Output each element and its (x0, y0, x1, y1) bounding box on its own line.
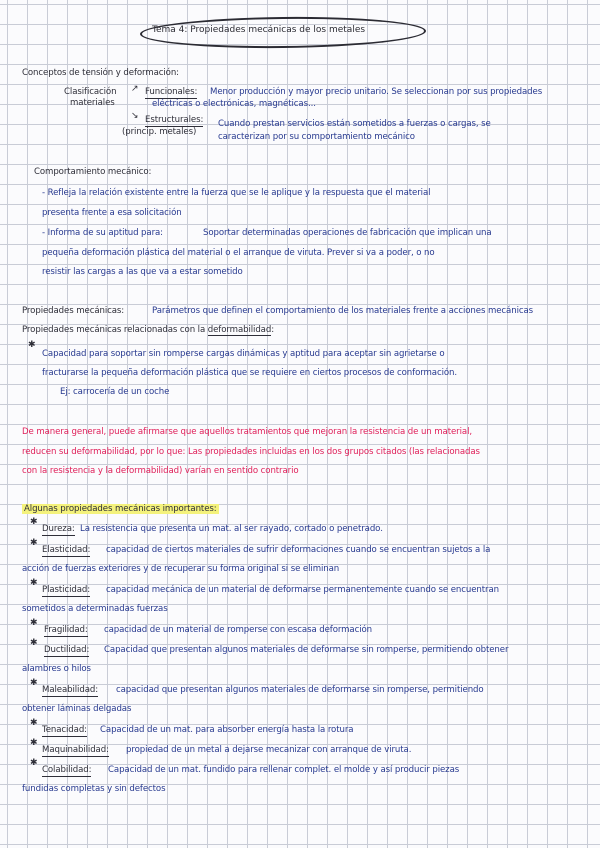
prop-item-label: Fragilidad: (44, 625, 88, 635)
classification-label-2: materiales (70, 98, 115, 108)
prop-label: Propiedades mecánicas: (22, 306, 125, 316)
rel-label: Propiedades mecánicas relacionadas con la deformabilidad: (22, 325, 275, 335)
estructurales-sub: (princip. metales) (122, 127, 197, 137)
prop-item-text: Capacidad de un mat. fundido para rellenar complet. el molde y así producir piezas (108, 765, 460, 775)
prop-item-text-2: acción de fuerzas exteriores y de recuperar su forma original si se eliminan (22, 564, 340, 574)
prop-item-text-2: alambres o hilos (22, 664, 91, 674)
prop-item-text-2: fundidas completas y sin defectos (22, 784, 166, 794)
section3-example: Ej: carrocería de un coche (60, 387, 170, 397)
prop-item-text-2: sometidos a determinadas fuerzas (22, 604, 168, 614)
section2-heading: Comportamiento mecánico: (34, 167, 152, 177)
funcionales-label: Funcionales: (145, 87, 198, 97)
prop-item-text: capacidad de un material de romperse con escasa deformación (104, 625, 373, 635)
prop-item-label: Plasticidad: (42, 585, 91, 595)
asterisk-icon: ✱ (30, 718, 38, 728)
funcionales-text-1: Menor producción y mayor precio unitario. Se seleccionan por sus propiedades (210, 87, 543, 97)
note-line2: reducen su deformabilidad, por lo que: Las propiedades incluidas en los dos grupos citados (las relacionadas (22, 447, 480, 457)
prop-item-text: capacidad que presentan algunos materiales de deformarse sin romperse, permitiendo (116, 685, 484, 695)
prop-item-label: Colabilidad: (42, 765, 92, 775)
prop-item-label: Maquinabilidad: (42, 745, 109, 755)
asterisk-icon: ✱ (30, 638, 38, 648)
prop-item-text: capacidad mecánica de un material de deformarse permanentemente cuando se encuentran (106, 585, 499, 595)
asterisk-icon: ✱ (30, 758, 38, 768)
section2-line5: resistir las cargas a las que va a estar sometido (42, 267, 243, 277)
arrow-icon: ↗ (131, 84, 139, 94)
note-line3: con la resistencia y la deformabilidad) varían en sentido contrario (22, 466, 299, 476)
asterisk-icon: ✱ (28, 340, 36, 350)
asterisk-icon: ✱ (30, 618, 38, 628)
page-title: Tema 4: Propiedades mecánicas de los metales (152, 25, 366, 35)
section2-line3b: Soportar determinadas operaciones de fabricación que implican una (203, 228, 492, 238)
asterisk-icon: ✱ (30, 517, 38, 527)
asterisk-icon: ✱ (30, 738, 38, 748)
prop-item-label: Maleabilidad: (42, 685, 99, 695)
prop-item-text: La resistencia que presenta un mat. al ser rayado, cortado o penetrado. (80, 524, 383, 534)
section2-line4: pequeña deformación plástica del material o el arranque de viruta. Prever si va a poder, o no (42, 248, 435, 258)
asterisk-icon: ✱ (30, 578, 38, 588)
classification-label-1: Clasificación (64, 87, 117, 97)
prop-item-label: Elasticidad: (42, 545, 91, 555)
prop-item-label: Tenacidad: (42, 725, 87, 735)
section3-bullet-1: Capacidad para soportar sin romperse cargas dinámicas y aptitud para aceptar sin agrietarse o (42, 349, 445, 359)
prop-item-label: Dureza: (42, 524, 75, 534)
estructurales-text-2: caracterizan por su comportamiento mecánico (218, 132, 415, 142)
section2-line3a: - Informa de su aptitud para: (42, 228, 163, 238)
arrow-icon: ↘ (131, 111, 139, 121)
prop-item-text: Capacidad de un mat. para absorber energía hasta la rotura (100, 725, 354, 735)
note-line1: De manera general, puede afirmarse que aquellos tratamientos que mejoran la resistencia de un material, (22, 427, 472, 437)
section2-line1: - Refleja la relación existente entre la fuerza que se le aplique y la respuesta que el material (42, 188, 431, 198)
estructurales-label: Estructurales: (145, 115, 204, 125)
section1-heading: Conceptos de tensión y deformación: (22, 68, 179, 78)
asterisk-icon: ✱ (30, 678, 38, 688)
funcionales-text-2: eléctricas o electrónicas, magnéticas... (152, 99, 316, 109)
section2-line2: presenta frente a esa solicitación (42, 208, 182, 218)
prop-item-text-2: obtener láminas delgadas (22, 704, 132, 714)
section4-heading: Algunas propiedades mecánicas importantes: (24, 504, 217, 514)
estructurales-text-1: Cuando prestan servicios están sometidos a fuerzas o cargas, se (218, 119, 491, 129)
prop-item-text: propiedad de un metal a dejarse mecanizar con arranque de viruta. (126, 745, 412, 755)
asterisk-icon: ✱ (30, 538, 38, 548)
section3-bullet-2: fracturarse la pequeña deformación plástica que se requiere en ciertos procesos de conformación. (42, 368, 458, 378)
prop-text: Parámetros que definen el comportamiento de los materiales frente a acciones mecánicas (152, 306, 534, 316)
prop-item-text: Capacidad que presentan algunos materiales de deformarse sin romperse, permitiendo obtener (104, 645, 509, 655)
prop-item-text: capacidad de ciertos materiales de sufrir deformaciones cuando se encuentran sujetos a la (106, 545, 491, 555)
prop-item-label: Ductilidad: (44, 645, 90, 655)
